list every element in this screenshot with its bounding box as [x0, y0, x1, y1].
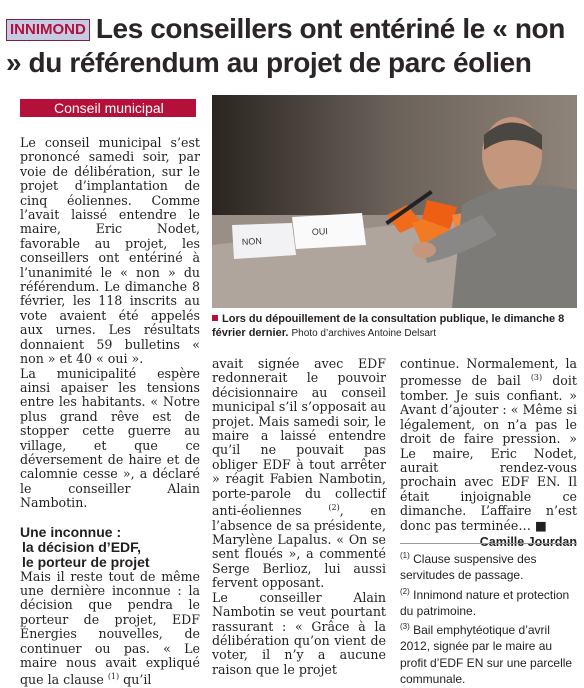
photo-credit: Photo d’archives Antoine Delsart	[291, 328, 437, 339]
footnote	[400, 548, 580, 584]
footnote-ref: (1)	[107, 672, 120, 682]
photo-illustration	[212, 95, 577, 308]
footnote-text: Bail emphytéotique d’avril 2012, signée par le maire au profit d’EDF EN sur une parcelle communale.	[400, 623, 573, 687]
footnote-num: (3)	[400, 622, 410, 632]
kicker-label: INNIMOND	[6, 19, 90, 41]
paragraph-text: doit tomber. Je suis confiant. » Avant d’ajouter : « Même si légalement, on n’a pas le droit de faire pression. » Le maire, Eric Nodet, aurait rendez-vous prochain avec EDF EN. Il était injoignable ce dimanche. L’affaire n’est donc pas terminée… ■	[400, 373, 577, 533]
paragraph	[20, 570, 200, 688]
subheading	[20, 525, 200, 570]
paragraph: La municipalité espère ainsi apaiser les tensions entre les habitants. « Notre plus grand rêve est de stopper cette guerre au village, et que ce déversement de haire et de calomnie cesse », a déclaré le conseiller Alain Nambotin.	[20, 365, 200, 511]
paragraph	[400, 357, 577, 533]
article-column-1	[20, 136, 200, 688]
paragraph-text: qu’il	[119, 672, 152, 688]
article-photo	[212, 95, 577, 308]
footnote-ref: (3)	[530, 373, 543, 383]
footnote	[400, 619, 580, 687]
article-column-3	[400, 357, 577, 549]
subheading-line: le porteur de projet	[22, 553, 150, 570]
paragraph-text: , en l’absence de sa présidente, Marylène Lapalus. « On se sent floués », a commenté Serge Berlioz, lui aussi fervent opposant.	[212, 503, 386, 591]
footnote-ref: (2)	[328, 503, 340, 513]
headline	[6, 12, 582, 80]
paragraph	[212, 357, 386, 591]
footnote-text: Innimond nature et protection du patrimoine.	[400, 587, 570, 618]
paragraph-text: Mais il reste tout de même une dernière inconnue : la décision que pendra le porteur de projet, EDF Énergies nouvelles, de continuer ou pas. « Le maire nous avait expliqué que la clause	[20, 568, 200, 688]
caption-text: Lors du dépouillement de la consultation publique, le dimanche 8 février dernier.	[212, 313, 565, 339]
footnote-num: (1)	[400, 551, 410, 560]
subheading-line: la décision d’EDF,	[22, 538, 142, 555]
photo-caption	[212, 312, 577, 341]
article-column-2	[212, 357, 386, 677]
footnote-text: Clause suspensive des servitudes de passage.	[400, 552, 537, 583]
footnotes	[400, 548, 580, 687]
paragraph-text: continue. Normalement, la promesse de bail	[400, 356, 577, 389]
footnote	[400, 584, 580, 620]
paragraph: Le conseiller Alain Nambotin se veut pourtant rassurant : « Grâce à la délibération qu’on vient de voter, il n’y a aucune raison que le projet	[212, 589, 386, 677]
divider	[400, 543, 577, 544]
headline-text: Les conseillers ont entériné le « non » du référendum au projet de parc éolien	[6, 13, 565, 78]
ballot-oui: OUI	[311, 226, 329, 237]
footnote-num: (2)	[400, 586, 410, 596]
ballot-non: NON	[241, 235, 263, 247]
section-rubric: Conseil municipal	[20, 99, 196, 117]
paragraph-text: avait signée avec EDF redonnerait le pouvoir décisionnaire au conseil municipal s’il s’opposait au projet. Mais samedi soir, le maire a laissé entendre qu’il ne pouvait pas obliger EDF à tout arrêter » réagit Fabien Nambotin, porte-parole du collectif anti-éoliennes	[212, 356, 386, 519]
caption-bullet	[212, 315, 218, 321]
subheading-line: Une inconnue :	[20, 523, 122, 540]
paragraph: Le conseil municipal s’est prononcé samedi soir, par voie de délibération, sur le projet d’implantation de cinq éoliennes. Comme l’avait laissé entendre le maire, Eric Nodet, favorable au projet, les conseillers ont entériné à l’unanimité le « non » du référendum. Le dimanche 8 février, les 118 inscrits au vote avaient été appelés aux urnes. Les résultats donnaient 59 bulletins « non » et 40 « oui ».	[20, 135, 200, 367]
